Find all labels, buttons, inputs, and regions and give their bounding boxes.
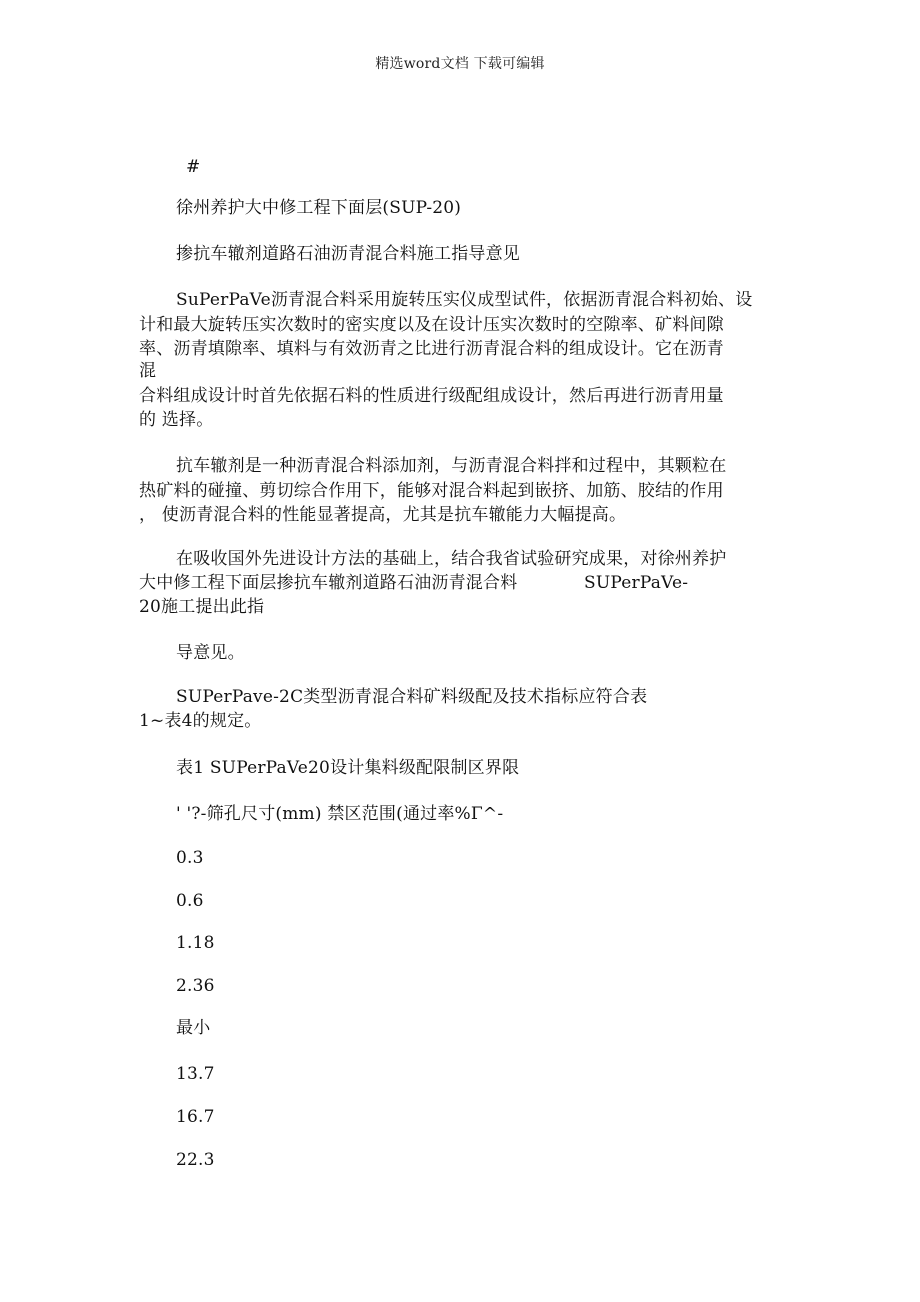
para1-line5: 合料组成设计时首先依据石料的性质进行级配组成设计，然后再进行沥青用量 (139, 386, 724, 406)
para1-line1: SuPerPaVe沥青混合料采用旋转压实仪成型试件，依据沥青混合料初始、设 (176, 290, 753, 310)
table-header: ' '?-筛孔尺寸(mm) 禁区范围(通过率%Γ^- (176, 804, 504, 824)
para3-line3: 20施工提出此指 (139, 597, 265, 617)
sieve-value: 2.36 (176, 976, 215, 996)
para4-line2: 1~表4的规定。 (139, 711, 262, 731)
doc-title-line2: 掺抗车辙剂道路石油沥青混合料施工指导意见 (176, 244, 520, 264)
min-value: 22.3 (176, 1150, 215, 1170)
sieve-value: 1.18 (176, 933, 215, 953)
table-caption: 表1 SUPerPaVe20设计集料级配限制区界限 (176, 758, 520, 778)
sieve-value: 0.6 (176, 891, 204, 911)
min-label: 最小 (176, 1018, 211, 1038)
min-value: 16.7 (176, 1107, 215, 1127)
para2-line3: ， 使沥青混合料的性能显著提高，尤其是抗车辙能力大幅提高。 (139, 505, 627, 525)
para4-line1: SUPerPave-2C类型沥青混合料矿料级配及技术指标应符合表 (176, 687, 648, 707)
min-value: 13.7 (176, 1064, 215, 1084)
para3-line2b: SUPerPaVe- (584, 573, 689, 593)
hash-mark: # (186, 157, 201, 177)
para2-line1: 抗车辙剂是一种沥青混合料添加剂，与沥青混合料拌和过程中，其颗粒在 (176, 456, 727, 476)
doc-title-line1: 徐州养护大中修工程下面层(SUP-20) (176, 198, 462, 218)
para1-line6: 的 选择。 (139, 410, 214, 430)
sieve-value: 0.3 (176, 848, 204, 868)
para1-line3: 率、沥青填隙率、填料与有效沥青之比进行沥青混合料的组成设计。它在沥青 (139, 339, 724, 359)
para1-line2: 计和最大旋转压实次数时的密实度以及在设计压实次数时的空隙率、矿料间隙 (139, 315, 724, 335)
para3-line1: 在吸收国外先进设计方法的基础上，结合我省试验研究成果，对徐州养护 (176, 549, 727, 569)
page-header: 精选word文档 下载可编辑 (375, 56, 545, 72)
para3-line4: 导意见。 (176, 643, 245, 663)
para2-line2: 热矿料的碰撞、剪切综合作用下，能够对混合料起到嵌挤、加筋、胶结的作用 (139, 481, 724, 501)
para3-line2a: 大中修工程下面层掺抗车辙剂道路石油沥青混合料 (139, 573, 518, 593)
para1-line4: 混 (139, 361, 157, 381)
